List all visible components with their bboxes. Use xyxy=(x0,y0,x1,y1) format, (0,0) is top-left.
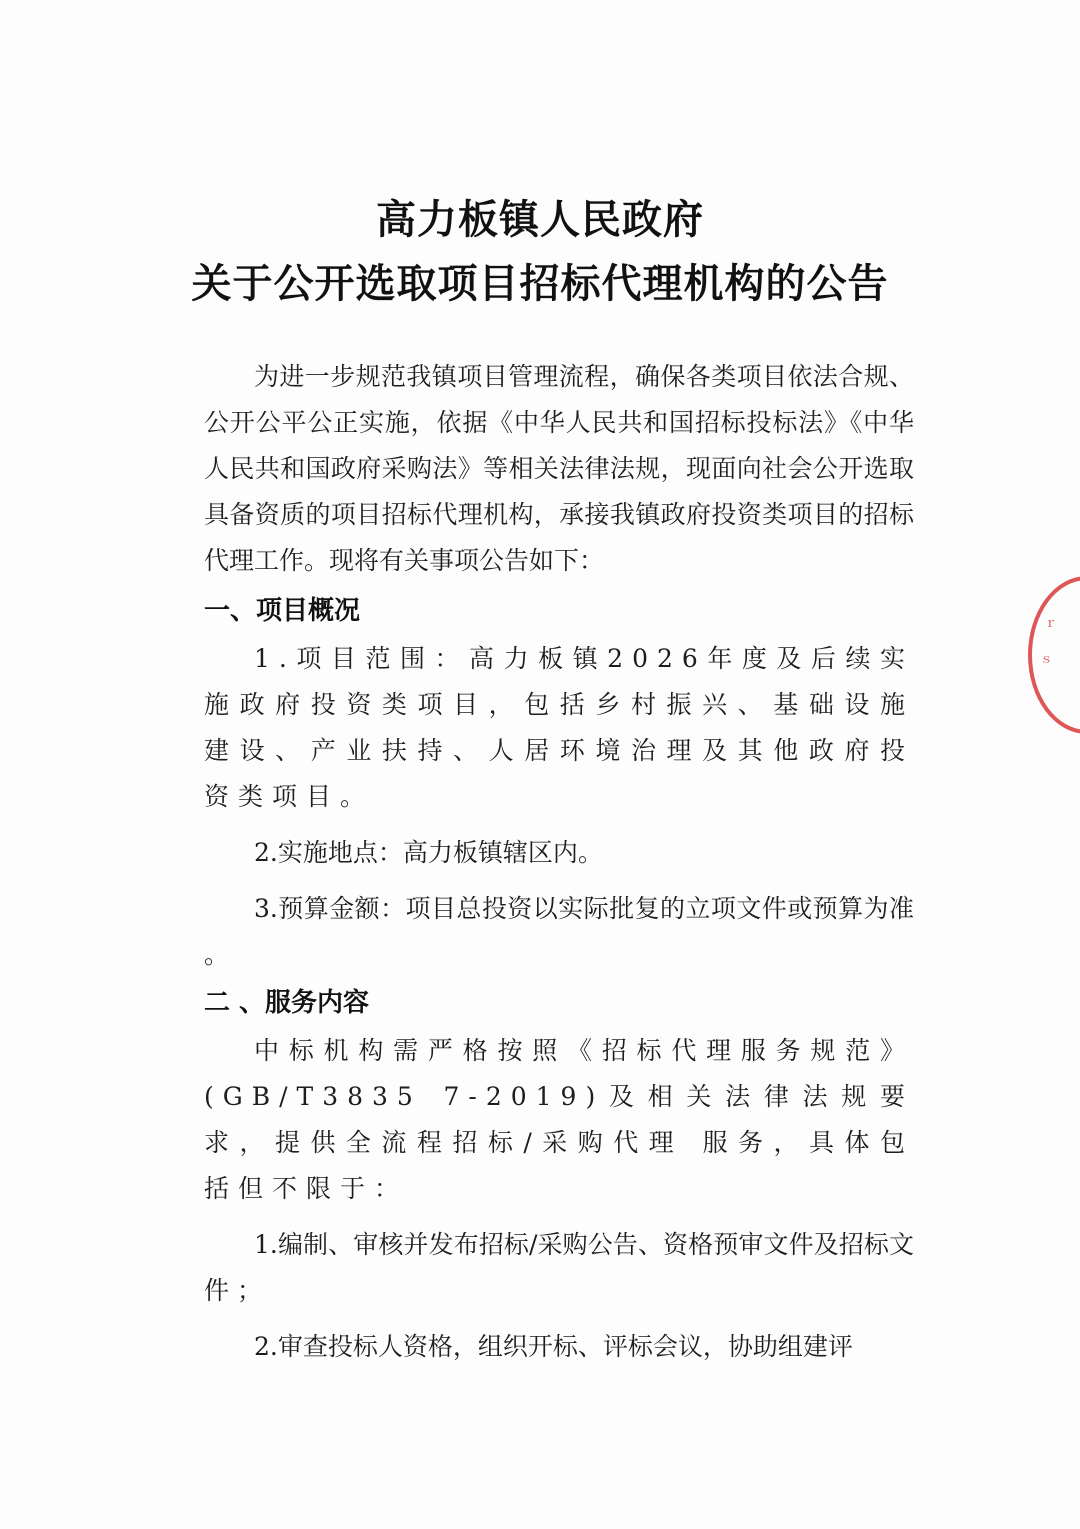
intro-paragraph: 为进一步规范我镇项目管理流程，确保各类项目依法合规、公开公平公正实施，依据《中华人民共和国招标投标法》《中华人民共和国政府采购法》等相关法律法规，现面向社会公开选取具备资质的项目招标代理机构，承接我镇政府投资类项目的招标代理工作。现将有关事项公告如下： xyxy=(204,362,914,575)
official-seal xyxy=(1028,576,1080,734)
document-body xyxy=(204,354,914,1370)
section1-heading: 一、项目概况 xyxy=(204,596,361,626)
document-title-line1: 高力板镇人民政府 xyxy=(376,197,704,243)
seal-mark: ｒ xyxy=(1044,616,1058,631)
section1-item-2: 2.实施地点：高力板镇辖区内。 xyxy=(254,838,603,867)
section2-item-2: 2.审查投标人资格，组织开标、评标会议，协助组建评 xyxy=(254,1332,853,1361)
seal-mark: ｓ xyxy=(1040,652,1054,667)
section2-intro: 中标机构需严格按照《招标代理服务规范》(GB/T3835 7-2019)及相关法律法规要求，提供全流程招标/采购代理 服务，具体包括但不限于： xyxy=(204,1036,914,1203)
section1-item-3: 3.预算金额：项目总投资以实际批复的立项文件或预算为准 。 xyxy=(204,894,914,969)
section2-item-1: 1.编制、审核并发布招标/采购公告、资格预审文件及招标文件 ； xyxy=(204,1230,914,1305)
section1-item-1: 1.项目范围：高力板镇2026年度及后续实施政府投资类项目，包括乡村振兴、基础设施建设、产业扶持、人居环境治理及其他政府投资类项目。 xyxy=(204,644,914,811)
section2-heading: 二 、服务内容 xyxy=(204,988,370,1018)
document-title-line2: 关于公开选取项目招标代理机构的公告 xyxy=(191,261,889,307)
